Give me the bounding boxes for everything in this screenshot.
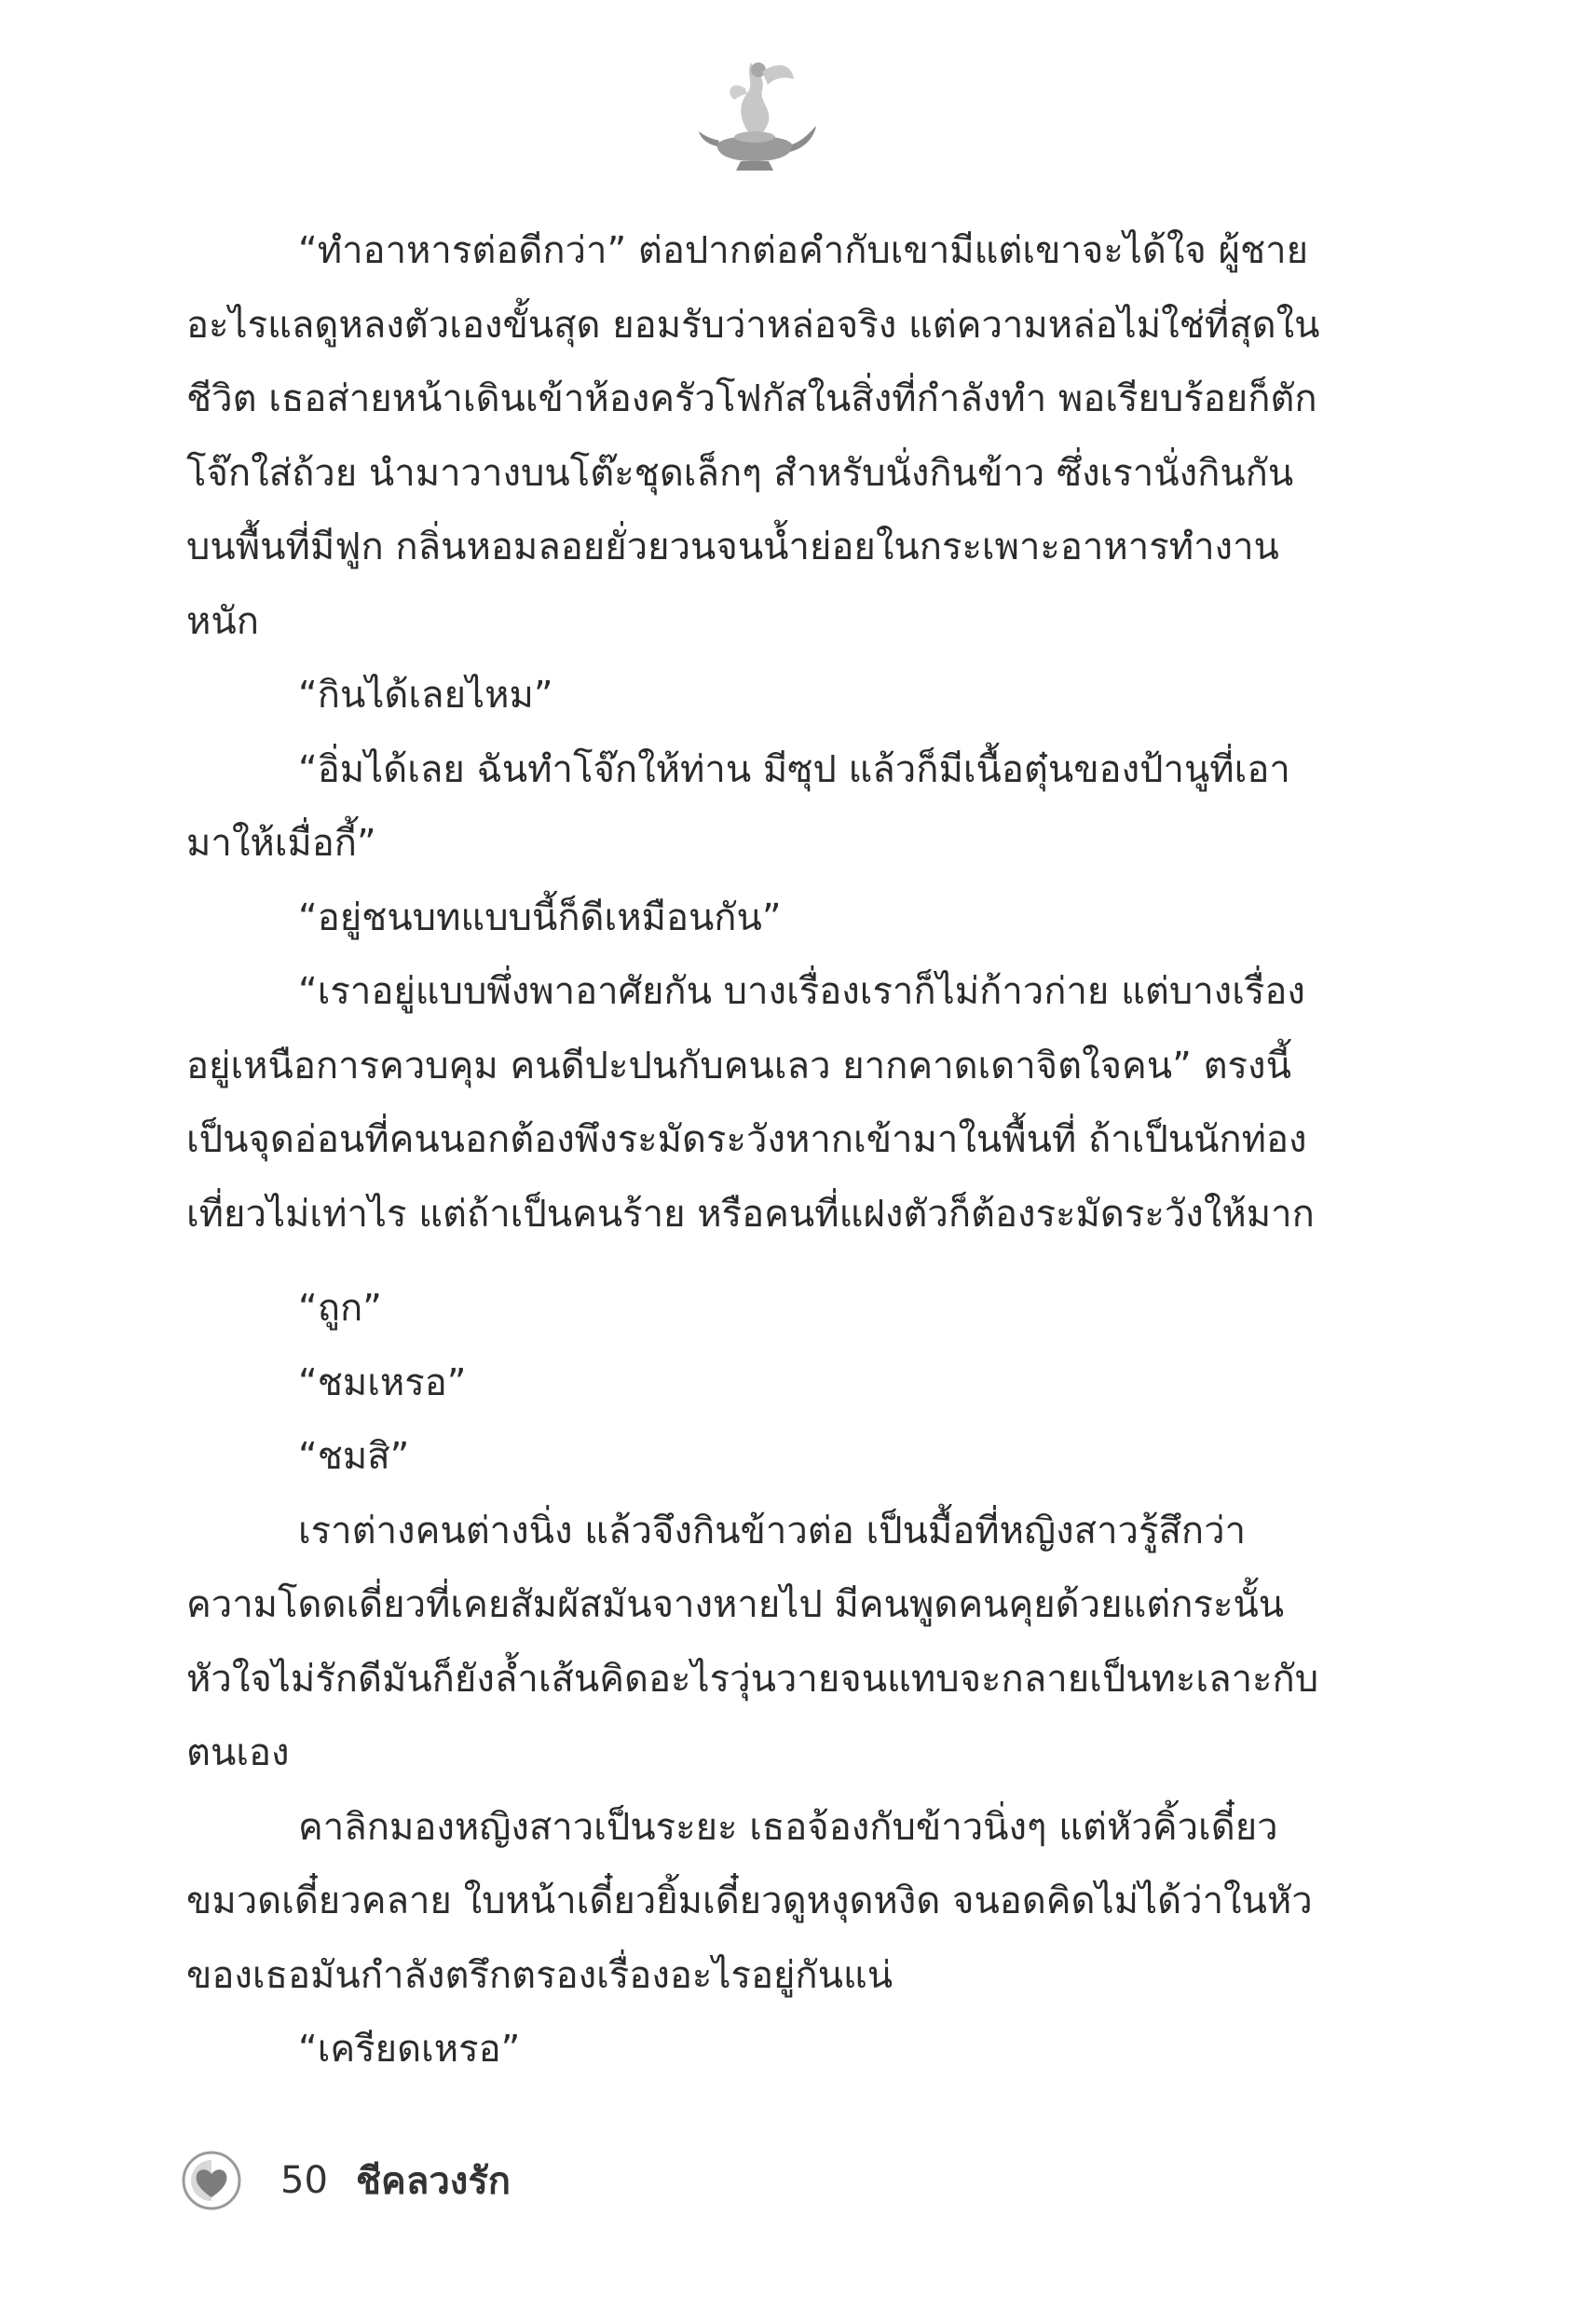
page-number: 50	[280, 2159, 328, 2202]
paragraph: “ชมเหรอ”	[298, 1361, 467, 1404]
heart-icon	[182, 2151, 241, 2210]
paragraph: “เครียดเหรอ”	[298, 2028, 521, 2071]
body-text	[186, 214, 1332, 2087]
paragraph: “ทำอาหารต่อดีกว่า” ต่อปากต่อคำกับเขามีแต่เขาจะได้ใจ ผู้ชายอะไรแลดูหลงตัวเองขั้นสุด ยอมรับว่าหล่อจริง แต่ความหล่อไม่ใช่ที่สุดในชีวิต เธอส่ายหน้าเดินเข้าห้องครัวโฟกัสในสิ่งที่กำลังทำ พอเรียบร้อยก็ตักโจ๊กใส่ถ้วย นำมาวางบนโต๊ะชุดเล็กๆ สำหรับนั่งกินข้าว ซึ่งเรานั่งกินกันบนพื้นที่มีฟูก กลิ่นหอมลอยยั่วยวนจนน้ำย่อยในกระเพาะอาหารทำงานหนัก	[186, 229, 1320, 643]
paragraph: เราต่างคนต่างนิ่ง แล้วจึงกินข้าวต่อ เป็นมื้อที่หญิงสาวรู้สึกว่าความโดดเดี่ยวที่เคยสัมผัสมันจางหายไป มีคนพูดคนคุยด้วยแต่กระนั้นหัวใจไม่รักดีมันก็ยังล้ำเส้นคิดอะไรวุ่นวายจนแทบจะกลายเป็นทะเลาะกับตนเอง	[186, 1509, 1319, 1774]
paragraph: “เราอยู่แบบพึ่งพาอาศัยกัน บางเรื่องเราก็ไม่ก้าวก่าย แต่บางเรื่องอยู่เหนือการควบคุม คนดีปะปนกับคนเลว ยากคาดเดาจิตใจคน” ตรงนี้เป็นจุดอ่อนที่คนนอกต้องพึงระมัดระวังหากเข้ามาในพื้นที่ ถ้าเป็นนักท่องเที่ยวไม่เท่าไร แต่ถ้าเป็นคนร้าย หรือคนที่แฝงตัวก็ต้องระมัดระวังให้มาก	[186, 970, 1315, 1236]
paragraph: “ถูก”	[298, 1287, 382, 1330]
genie-lamp-icon	[689, 51, 820, 177]
page-footer	[182, 2143, 511, 2218]
paragraph: “กินได้เลยไหม”	[298, 674, 553, 717]
book-title: ชีคลวงรัก	[355, 2160, 512, 2203]
paragraph: “ชมสิ”	[298, 1435, 410, 1478]
paragraph: “อยู่ชนบทแบบนี้ก็ดีเหมือนกัน”	[298, 896, 782, 939]
paragraph: “อิ่มได้เลย ฉันทำโจ๊กให้ท่าน มีซุป แล้วก็มีเนื้อตุ๋นของป้านูที่เอามาให้เมื่อกี้”	[186, 747, 1290, 865]
paragraph: คาลิกมองหญิงสาวเป็นระยะ เธอจ้องกับข้าวนิ่งๆ แต่หัวคิ้วเดี๋ยวขมวดเดี๋ยวคลาย ใบหน้าเดี๋ยวยิ้มเดี๋ยวดูหงุดหงิด จนอดคิดไม่ได้ว่าในหัวของเธอมันกำลังตรึกตรองเรื่องอะไรอยู่กันแน่	[186, 1805, 1313, 1997]
